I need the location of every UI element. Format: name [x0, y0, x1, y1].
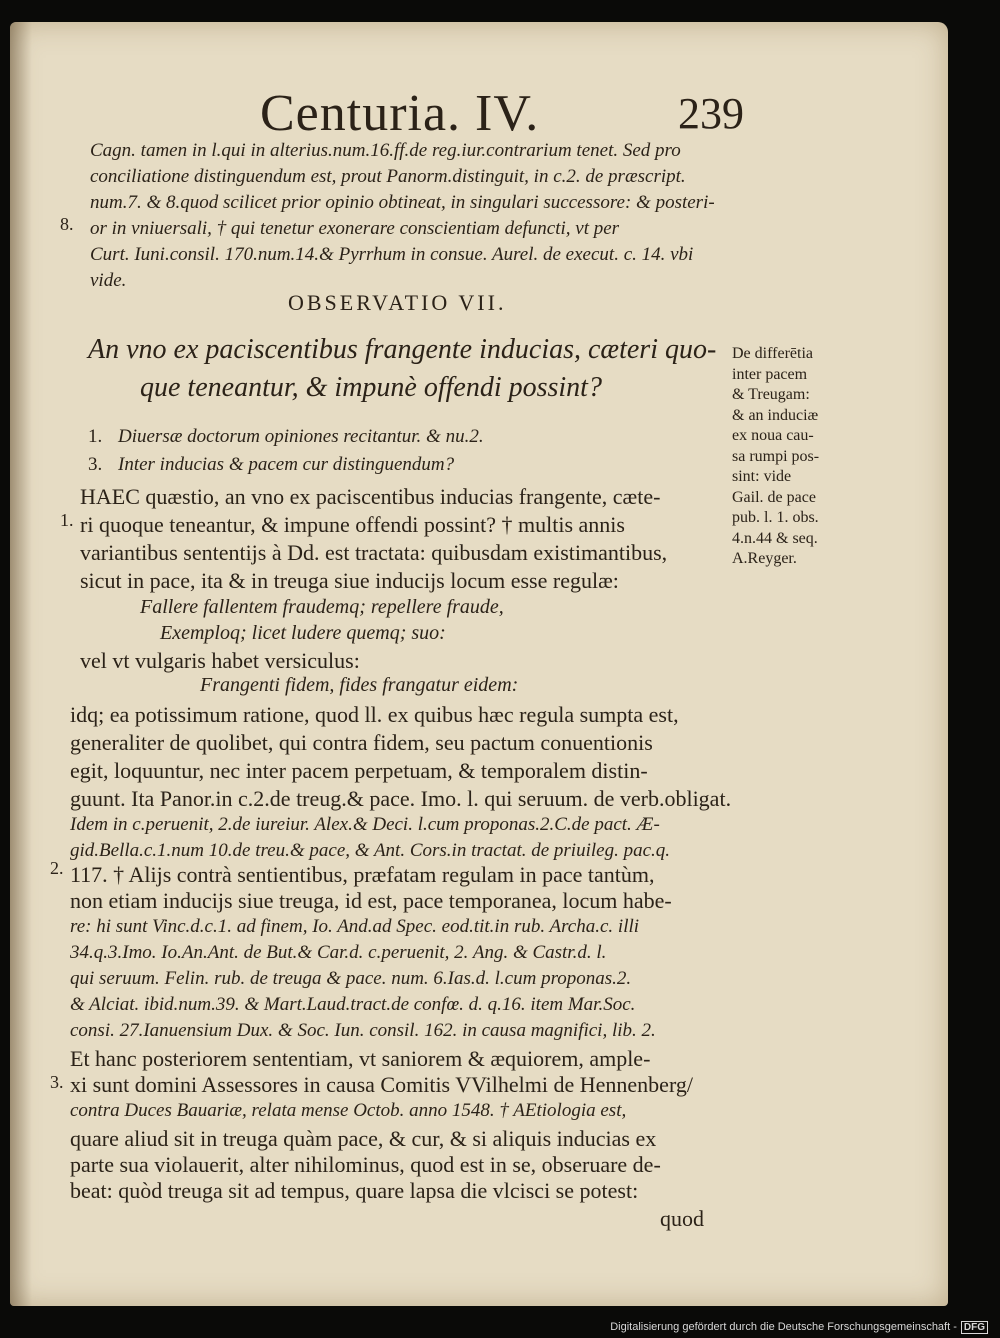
text-line: contra Duces Bauariæ, relata mense Octob. anno 1548. † AEtiologia est, [70, 1100, 627, 1121]
note-line: 4.n.44 & seq. [732, 529, 818, 547]
text-line: vide. [90, 270, 127, 291]
footer-text: Digitalisierung gefördert durch die Deutsche Forschungsgemeinschaft - [610, 1321, 957, 1333]
text-line: or in vniuersali, † qui tenetur exonerare conscientiam defuncti, vt per [90, 218, 620, 239]
section-heading: OBSERVATIO VII. [288, 290, 507, 315]
text-line: xi sunt domini Assessores in causa Comitis VVilhelmi de Hennenberg/ [70, 1072, 693, 1097]
text-line: Et hanc posteriorem sententiam, vt saniorem & æquiorem, ample- [70, 1046, 651, 1071]
verse-line: Frangenti fidem, fides frangatur eidem: [200, 674, 519, 696]
text-line: beat: quòd treuga sit ad tempus, quare lapsa die vlcisci se potest: [70, 1178, 639, 1203]
footer-credit [610, 1321, 988, 1334]
text-line: parte sua violauerit, alter nihilominus, quod est in se, obseruare de- [70, 1152, 661, 1177]
summary-number: 3. [88, 454, 103, 475]
margin-number: 2. [50, 858, 64, 878]
catchword: quod [660, 1206, 704, 1231]
marginal-note [732, 344, 852, 570]
note-line: inter pacem [732, 365, 808, 383]
verse-line: Fallere fallentem fraudemq; repellere fraude, [140, 596, 504, 618]
summary-text: Inter inducias & pacem cur distinguendum? [118, 454, 455, 475]
text-line: idq; ea potissimum ratione, quod ll. ex quibus hæc regula sumpta est, [70, 702, 679, 727]
text-line: HAEC quæstio, an vno ex paciscentibus inducias frangente, cæte- [80, 484, 661, 509]
margin-number: 8. [60, 214, 74, 234]
text-line: variantibus sententijs à Dd. est tractata: quibusdam existimantibus, [80, 540, 668, 565]
verse-line: Exemploq; licet ludere quemq; suo: [160, 622, 446, 644]
question-title: An vno ex paciscentibus frangente inducias, cæteri quo- [88, 334, 717, 365]
question-title: que teneantur, & impunè offendi possint? [140, 372, 602, 403]
text-line: 117. † Alijs contrà sentientibus, præfatam regulam in pace tantùm, [70, 862, 655, 887]
text-line: gid.Bella.c.1.num 10.de treu.& pace, & Ant. Cors.in tractat. de priuileg. pac.q. [70, 840, 671, 861]
note-line: & Treugam: [732, 386, 810, 403]
text-line: vel vt vulgaris habet versiculus: [80, 648, 360, 673]
note-line: De differētia [732, 345, 813, 362]
text-line: & Alciat. ibid.num.39. & Mart.Laud.tract.de confœ. d. q.16. item Mar.Soc. [70, 994, 636, 1015]
text-line: conciliatione distinguendum est, prout Panorm.distinguit, in c.2. de præscript. [90, 166, 686, 187]
page-number: 239 [678, 89, 744, 138]
text-line: non etiam inducijs siue treuga, id est, pace temporanea, locum habe- [70, 888, 672, 913]
text-line: egit, loquuntur, nec inter pacem perpetuam, & temporalem distin- [70, 758, 648, 783]
note-line: A.Reyger. [732, 550, 797, 567]
margin-number: 1. [60, 510, 74, 530]
margin-number: 3. [50, 1072, 64, 1092]
text-line: quare aliud sit in treuga quàm pace, & cur, & si aliquis inducias ex [70, 1126, 657, 1151]
note-line: pub. l. 1. obs. [732, 509, 819, 526]
text-line: re: hi sunt Vinc.d.c.1. ad finem, Io. And.ad Spec. eod.tit.in rub. Archa.c. illi [70, 916, 640, 937]
note-line: & an induciæ [732, 406, 819, 424]
text-line: sicut in pace, ita & in treuga siue inducijs locum esse regulæ: [80, 568, 619, 593]
dfg-logo: DFG [961, 1321, 988, 1334]
note-line: Gail. de pace [732, 488, 816, 506]
text-line: qui seruum. Felin. rub. de treuga & pace. num. 6.Ias.d. l.cum proponas.2. [70, 968, 632, 989]
text-line: Cagn. tamen in l.qui in alterius.num.16.ff.de reg.iur.contrarium tenet. Sed pro [90, 140, 681, 161]
note-line: ex noua cau- [732, 427, 814, 444]
text-line: 34.q.3.Imo. Io.An.Ant. de But.& Car.d. c.peruenit, 2. Ang. & Castr.d. l. [70, 942, 607, 963]
text-line: num.7. & 8.quod scilicet prior opinio obtineat, in singulari successore: & posteri- [90, 192, 715, 213]
note-line: sa rumpi pos- [732, 447, 820, 465]
running-title: Centuria. IV. [260, 85, 540, 142]
summary-number: 1. [88, 426, 103, 447]
text-line: generaliter de quolibet, qui contra fidem, seu pactum conuentionis [70, 730, 653, 755]
page-shadow [10, 22, 32, 1306]
note-line: sint: vide [732, 468, 792, 485]
text-line: Idem in c.peruenit, 2.de iureiur. Alex.& Deci. l.cum proponas.2.C.de pact. Æ- [70, 814, 660, 835]
text-line: ri quoque teneantur, & impune offendi possint? † multis annis [80, 512, 625, 537]
text-line: Curt. Iuni.consil. 170.num.14.& Pyrrhum in consue. Aurel. de execut. c. 14. vbi [90, 244, 694, 265]
book-page [10, 22, 948, 1306]
text-line: consi. 27.Ianuensium Dux. & Soc. Iun. consil. 162. in causa magnifici, lib. 2. [70, 1020, 656, 1041]
text-line: guunt. Ita Panor.in c.2.de treug.& pace. Imo. l. qui seruum. de verb.obligat. [70, 786, 732, 811]
summary-text: Diuersæ doctorum opiniones recitantur. & nu.2. [118, 426, 484, 447]
